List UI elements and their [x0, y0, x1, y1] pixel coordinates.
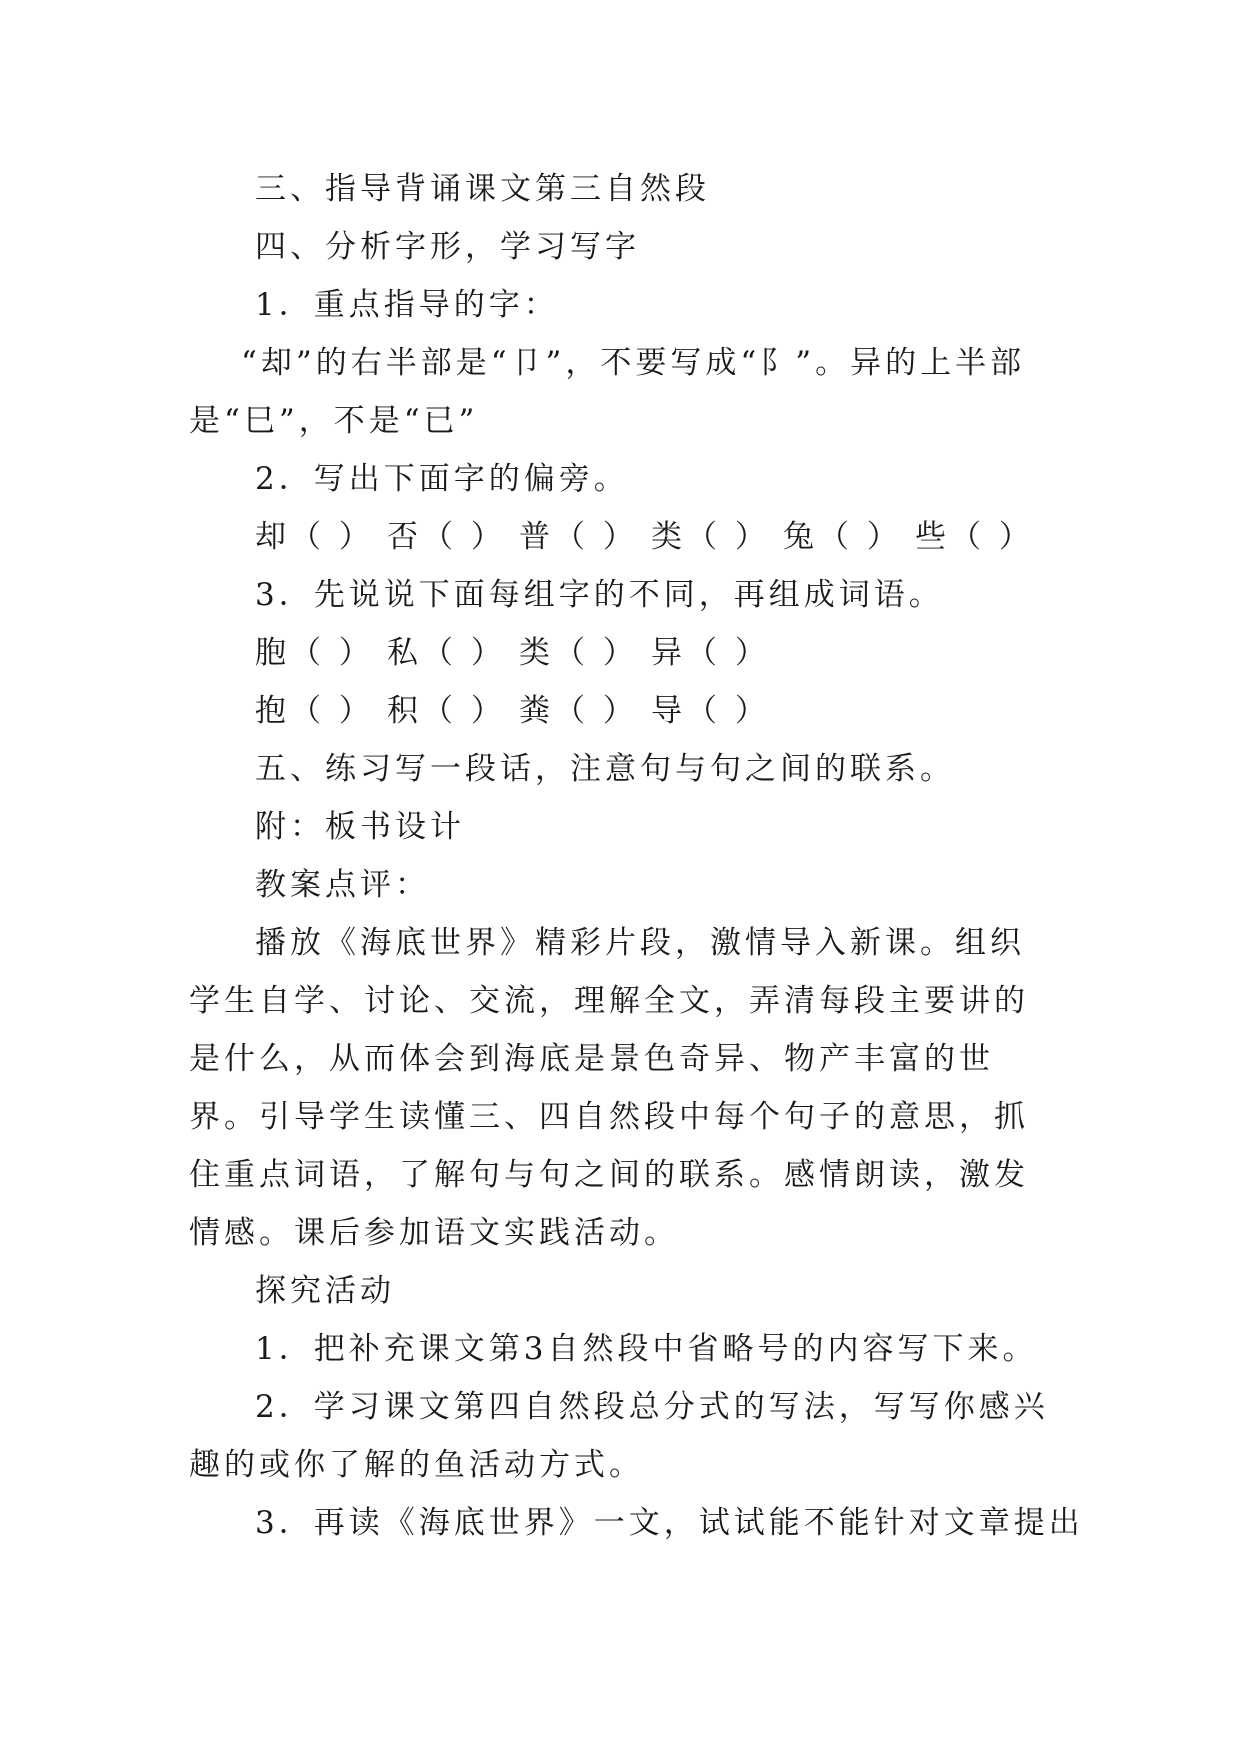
- exercise-cell: 兔（ ）: [783, 519, 902, 555]
- compare-exercise-row-1: [189, 624, 1049, 682]
- radical-exercise-row: [189, 508, 1049, 566]
- exercise-cell: 却（ ）: [255, 519, 374, 555]
- document-body: [189, 160, 1084, 1552]
- inquiry-activity-heading: 探究活动: [255, 1273, 395, 1309]
- section-heading-writing: 四、分析字形，学习写字: [255, 229, 640, 265]
- exercise-cell: 胞（ ）: [255, 635, 374, 671]
- section-heading-recite: 三、指导背诵课文第三自然段: [255, 171, 710, 207]
- item-write-radicals: 2．写出下面字的偏旁。: [255, 461, 629, 497]
- exercise-cell: 异（ ）: [651, 635, 770, 671]
- exercise-cell: 抱（ ）: [255, 693, 374, 729]
- activity-item-2: 2．学习课文第四自然段总分式的写法，写写你感兴趣的或你了解的鱼活动方式。: [189, 1389, 1049, 1483]
- exercise-cell: 私（ ）: [387, 635, 506, 671]
- exercise-cell: 些（ ）: [915, 519, 1034, 555]
- paragraph-character-note-line1: “却”的右半部是“卩”，不要写成“阝”。异的上半部: [241, 345, 1026, 381]
- item-compare-characters: 3．先说说下面每组字的不同，再组成词语。: [255, 577, 944, 613]
- exercise-cell: 类（ ）: [519, 635, 638, 671]
- activity-item-1: 1．把补充课文第3自然段中省略号的内容写下来。: [255, 1331, 1038, 1367]
- exercise-cell: 粪（ ）: [519, 693, 638, 729]
- lesson-comment-paragraph: 播放《海底世界》精彩片段，激情导入新课。组织学生自学、讨论、交流，理解全文，弄清每段主要讲的是什么，从而体会到海底是景色奇异、物产丰富的世界。引导学生读懂三、四自然段中每个句子的意思，抓住重点词语，了解句与句之间的联系。感情朗读，激发情感。课后参加语文实践活动。: [189, 925, 1029, 1251]
- activity-item-3: 3．再读《海底世界》一文，试试能不能针对文章提出: [255, 1505, 1084, 1541]
- exercise-cell: 否（ ）: [387, 519, 506, 555]
- item-key-characters: 1．重点指导的字：: [255, 287, 559, 323]
- lesson-comment-heading: 教案点评：: [255, 867, 430, 903]
- exercise-cell: 积（ ）: [387, 693, 506, 729]
- exercise-cell: 类（ ）: [651, 519, 770, 555]
- section-heading-paragraph-writing: 五、练习写一段话，注意句与句之间的联系。: [255, 751, 955, 787]
- compare-exercise-row-2: [189, 682, 1049, 740]
- paragraph-character-note-line2: 是“巳”，不是“已”: [189, 403, 479, 439]
- board-design-label: 附：板书设计: [255, 809, 465, 845]
- exercise-cell: 普（ ）: [519, 519, 638, 555]
- exercise-cell: 导（ ）: [651, 693, 770, 729]
